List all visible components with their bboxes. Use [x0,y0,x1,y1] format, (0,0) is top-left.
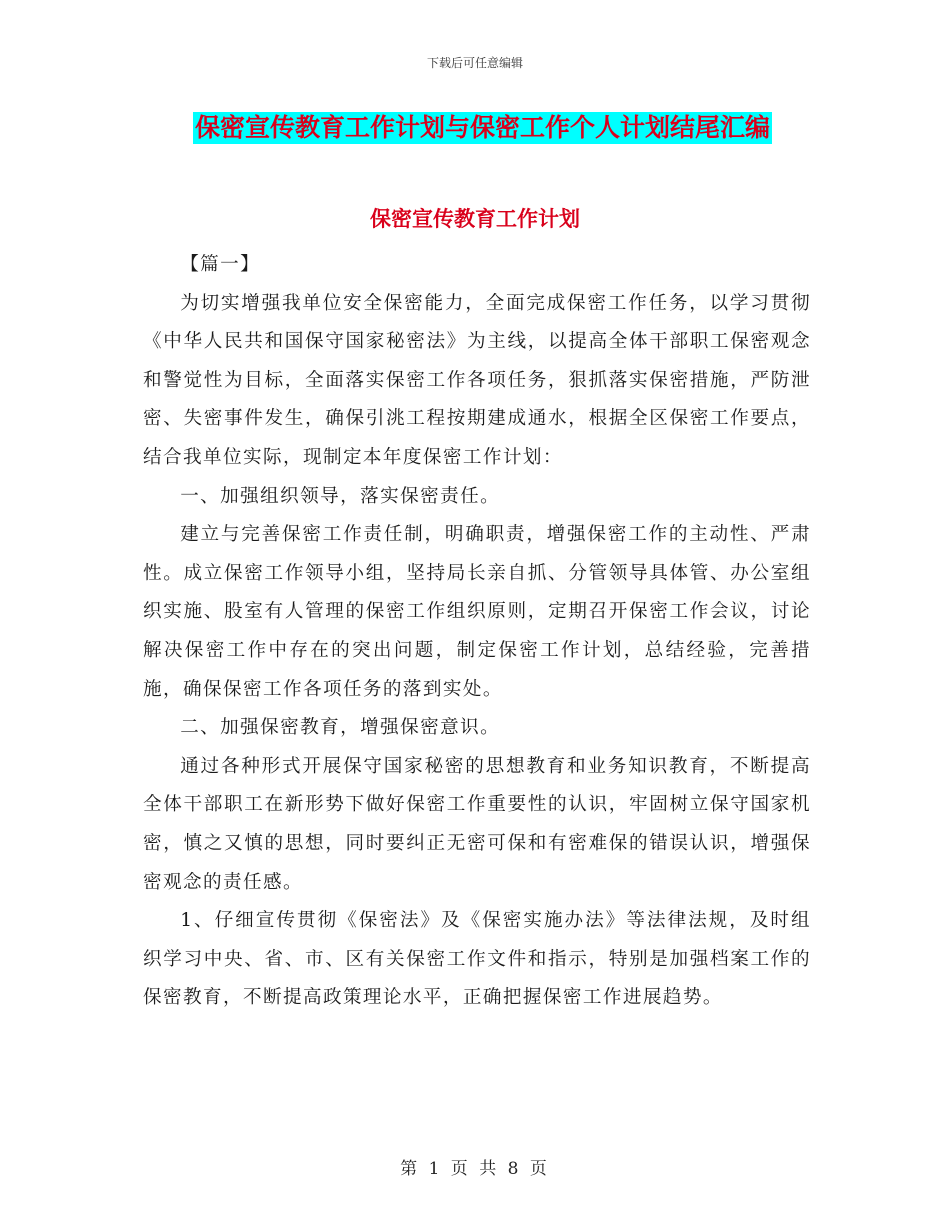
heading-organization: 一、加强组织领导，落实保密责任。 [180,485,501,507]
heading-education: 二、加强保密教育，增强保密意识。 [180,717,501,739]
page-footer: 第 1 页 共 8 页 [400,1159,550,1179]
document-body [143,246,811,1018]
paragraph-education: 通过各种形式开展保守国家秘密的思想教育和业务知识教育，不断提高全体干部职工在新形势下做好保密工作重要性的认识，牢固树立保守国家机密，慎之又慎的思想，同时要纠正无密可保和有密难保的错误认识，增强保密观念的责任感。 [143,755,811,893]
paragraph-responsibility: 建立与完善保密工作责任制，明确职责，增强保密工作的主动性、严肃性。成立保密工作领导小组，坚持局长亲自抓、分管领导具体管、办公室组织实施、股室有人管理的保密工作组织原则，定期召开保密工作会议，讨论解决保密工作中存在的突出问题，制定保密工作计划，总结经验，完善措施，确保保密工作各项任务的落到实处。 [143,524,811,700]
paragraph-intro: 为切实增强我单位安全保密能力，全面完成保密工作任务，以学习贯彻《中华人民共和国保守国家秘密法》为主线，以提高全体干部职工保密观念和警觉性为目标，全面落实保密工作各项任务，狠抓落实保密措施，严防泄密、失密事件发生，确保引洮工程按期建成通水，根据全区保密工作要点，结合我单位实际，现制定本年度保密工作计划： [143,292,811,468]
page-header-note: 下载后可任意编辑 [426,56,523,70]
paragraph-item-1: 1、仔细宣传贯彻《保密法》及《保密实施办法》等法律法规，及时组织学习中央、省、市、区有关保密工作文件和指示，特别是加强档案工作的保密教育，不断提高政策理论水平，正确把握保密工作进展趋势。 [143,910,811,1009]
document-main-title: 保密宣传教育工作计划与保密工作个人计划结尾汇编 [195,113,771,142]
part-label: 【篇一】 [180,254,261,275]
section-title: 保密宣传教育工作计划 [370,206,580,231]
